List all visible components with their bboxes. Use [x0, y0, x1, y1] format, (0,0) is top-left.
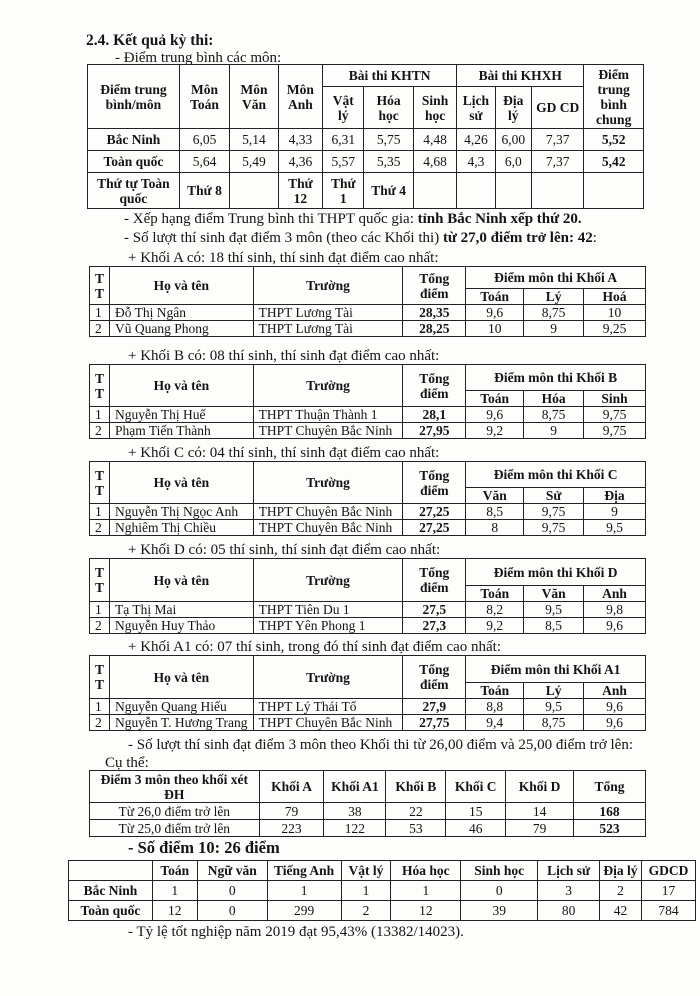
header-total: Tổng điểm — [403, 365, 466, 407]
header-subject: Anh — [584, 683, 646, 699]
cell-school: THPT Thuận Thành 1 — [253, 407, 403, 423]
cell-tt: 2 — [90, 618, 110, 634]
table-cell: 1 — [152, 881, 197, 901]
header-subject: Sinh — [584, 391, 646, 407]
header-scores: Điểm môn thi Khối B — [466, 365, 646, 391]
block-b-table — [89, 364, 646, 439]
header-total: Tổng điểm — [403, 462, 466, 504]
table-row — [90, 820, 646, 837]
cell-total: 27,25 — [403, 520, 466, 536]
header-subject: Lý — [524, 289, 584, 305]
table-cell: 223 — [259, 820, 324, 837]
table-cell: 4,33 — [278, 129, 322, 151]
header-subject: Lý — [524, 683, 584, 699]
ten-header: Sinh học — [461, 861, 538, 881]
range-header: Khối B — [386, 771, 446, 803]
table-cell — [413, 173, 456, 209]
table-cell: 5,49 — [230, 151, 278, 173]
table-cell: 46 — [446, 820, 506, 837]
cell-total: 27,95 — [403, 423, 466, 439]
table-cell: 784 — [641, 901, 695, 921]
cell-score: 9,6 — [584, 699, 646, 715]
row-label: Bắc Ninh — [69, 881, 153, 901]
avg-header-anh: Môn Anh — [278, 65, 322, 129]
cell-score: 8 — [466, 520, 524, 536]
avg-header-khtn: Bài thi KHTN — [323, 65, 457, 87]
average-score-table — [87, 64, 644, 209]
cell-total: 28,35 — [403, 305, 466, 321]
header-scores: Điểm môn thi Khối A1 — [466, 656, 646, 683]
cell-score: 8,75 — [524, 305, 584, 321]
cell-score: 8,2 — [466, 602, 524, 618]
table-cell: 7,37 — [531, 129, 583, 151]
table-cell: 5,64 — [179, 151, 229, 173]
table-cell: 39 — [461, 901, 538, 921]
cell-tt: 1 — [90, 407, 110, 423]
table-cell: 6,31 — [323, 129, 364, 151]
rank-value: tỉnh Bắc Ninh xếp thứ 20. — [417, 211, 582, 227]
avg-sub-header: Hóa học — [364, 87, 413, 129]
table-row — [90, 715, 646, 731]
table-cell: 0 — [197, 881, 267, 901]
cell-name: Tạ Thị Mai — [109, 602, 253, 618]
table-cell: 5,75 — [364, 129, 413, 151]
cell-total: 27,9 — [403, 699, 466, 715]
avg-header-khxh: Bài thi KHXH — [457, 65, 584, 87]
table-row — [88, 129, 644, 151]
header-total: Tổng điểm — [403, 656, 466, 699]
header-subject: Toán — [466, 391, 524, 407]
range-header: Khối D — [506, 771, 574, 803]
header-subject: Sử — [524, 488, 584, 504]
table-cell: 6,05 — [179, 129, 229, 151]
ten-score-table — [68, 860, 696, 921]
cell-school: THPT Chuyên Bắc Ninh — [253, 715, 403, 731]
ten-header: Ngữ văn — [197, 861, 267, 881]
cell-score: 9,6 — [584, 618, 646, 634]
row-label: Thứ tự Toàn quốc — [88, 173, 180, 209]
ten-header-empty — [69, 861, 153, 881]
cell-score: 9,75 — [584, 407, 646, 423]
ten-header: Lịch sử — [538, 861, 600, 881]
header-school: Trường — [253, 462, 403, 504]
table-cell: Thứ 4 — [364, 173, 413, 209]
header-subject: Toán — [466, 289, 524, 305]
table-cell: 4,36 — [278, 151, 322, 173]
table-cell — [584, 173, 644, 209]
cell-score: 8,75 — [524, 407, 584, 423]
table-cell: 523 — [574, 820, 646, 837]
cell-tt: 1 — [90, 699, 110, 715]
ten-header: GDCD — [641, 861, 695, 881]
table-cell: 122 — [324, 820, 386, 837]
row-label: Từ 26,0 điểm trở lên — [90, 803, 260, 820]
range-header-label: Điểm 3 môn theo khối xét ĐH — [90, 771, 260, 803]
cell-name: Nguyễn Quang Hiếu — [109, 699, 253, 715]
cell-tt: 2 — [90, 321, 110, 337]
header-school: Trường — [253, 559, 403, 602]
range-sub: Cụ thể: — [105, 755, 149, 771]
table-cell: 4,26 — [457, 129, 495, 151]
table-cell: 2 — [341, 901, 391, 921]
range-header: Khối A — [259, 771, 324, 803]
header-school: Trường — [253, 656, 403, 699]
avg-intro: - Điểm trung bình các môn: — [115, 50, 282, 66]
cell-score: 9,2 — [466, 618, 524, 634]
block-c-table — [89, 461, 646, 536]
table-row — [90, 618, 646, 634]
ten-header: Vật lý — [341, 861, 391, 881]
range-header: Tổng — [574, 771, 646, 803]
row-label: Từ 25,0 điểm trở lên — [90, 820, 260, 837]
avg-header-label: Điểm trung bình/môn — [88, 65, 180, 129]
table-row — [90, 699, 646, 715]
header-tt: T T — [90, 656, 110, 699]
avg-sub-header: Địa lý — [495, 87, 531, 129]
cell-score: 9,4 — [466, 715, 524, 731]
cell-school: THPT Yên Phong 1 — [253, 618, 403, 634]
table-cell: 14 — [506, 803, 574, 820]
ten-header: Toán — [152, 861, 197, 881]
header-name: Họ và tên — [109, 656, 253, 699]
table-cell: 4,48 — [413, 129, 456, 151]
table-cell: 4,68 — [413, 151, 456, 173]
table-cell: 0 — [197, 901, 267, 921]
table-row — [69, 901, 696, 921]
cell-name: Nguyễn T. Hương Trang — [109, 715, 253, 731]
table-cell: 79 — [259, 803, 324, 820]
avg-sub-header: GD CD — [531, 87, 583, 129]
block-a1-table — [89, 655, 646, 731]
block-d-table — [89, 558, 646, 634]
header-total: Tổng điểm — [403, 559, 466, 602]
cell-school: THPT Lý Thái Tổ — [253, 699, 403, 715]
avg-sub-header: Vật lý — [323, 87, 364, 129]
table-cell: Thứ 8 — [179, 173, 229, 209]
cell-school: THPT Chuyên Bắc Ninh — [253, 423, 403, 439]
table-cell — [457, 173, 495, 209]
header-scores: Điểm môn thi Khối A — [466, 267, 646, 289]
block-c-intro: + Khối C có: 04 thí sinh, thí sinh đạt điểm cao nhất: — [128, 445, 440, 461]
cell-score: 9 — [584, 504, 646, 520]
header-name: Họ và tên — [109, 267, 253, 305]
table-row — [90, 407, 646, 423]
cell-total: 27,3 — [403, 618, 466, 634]
cell-tt: 2 — [90, 520, 110, 536]
table-cell: 15 — [446, 803, 506, 820]
cell-score: 9,8 — [584, 602, 646, 618]
header-tt: T T — [90, 462, 110, 504]
count-suffix: : — [592, 230, 597, 246]
cell-score: 9,75 — [584, 423, 646, 439]
cell-score: 9,6 — [584, 715, 646, 731]
graduation-rate: - Tỷ lệ tốt nghiệp năm 2019 đạt 95,43% (13382/14023). — [128, 924, 464, 940]
cell-name: Nguyễn Thị Ngọc Anh — [109, 504, 253, 520]
cell-score: 9,6 — [466, 305, 524, 321]
cell-score: 9 — [524, 321, 584, 337]
cell-score: 9,5 — [524, 699, 584, 715]
cell-name: Đỗ Thị Ngân — [109, 305, 253, 321]
avg-sub-header: Lịch sử — [457, 87, 495, 129]
cell-tt: 2 — [90, 423, 110, 439]
cell-score: 9 — [524, 423, 584, 439]
cell-score: 9,6 — [466, 407, 524, 423]
table-cell: 2 — [600, 881, 642, 901]
table-cell: 1 — [391, 881, 461, 901]
table-cell: 6,00 — [495, 129, 531, 151]
header-tt: T T — [90, 267, 110, 305]
table-row — [90, 520, 646, 536]
header-name: Họ và tên — [109, 559, 253, 602]
cell-score: 9,2 — [466, 423, 524, 439]
table-cell: 22 — [386, 803, 446, 820]
table-cell: 5,14 — [230, 129, 278, 151]
cell-total: 28,25 — [403, 321, 466, 337]
table-cell: 38 — [324, 803, 386, 820]
row-label: Toàn quốc — [69, 901, 153, 921]
cell-score: 8,75 — [524, 715, 584, 731]
cell-school: THPT Lương Tài — [253, 321, 403, 337]
table-cell: 42 — [600, 901, 642, 921]
block-d-intro: + Khối D có: 05 thí sinh, thí sinh đạt điểm cao nhất: — [128, 542, 441, 558]
table-row — [90, 321, 646, 337]
header-subject: Toán — [466, 683, 524, 699]
cell-score: 9,75 — [524, 520, 584, 536]
cell-score: 9,5 — [524, 602, 584, 618]
table-cell: 299 — [267, 901, 341, 921]
cell-score: 9,5 — [584, 520, 646, 536]
table-row — [88, 173, 644, 209]
block-a-intro: + Khối A có: 18 thí sinh, thí sinh đạt điểm cao nhất: — [128, 250, 439, 266]
table-cell: 4,3 — [457, 151, 495, 173]
cell-school: THPT Tiên Du 1 — [253, 602, 403, 618]
table-cell: 53 — [386, 820, 446, 837]
header-subject: Hóa — [524, 391, 584, 407]
cell-name: Nguyễn Huy Thảo — [109, 618, 253, 634]
table-cell: 5,52 — [584, 129, 644, 151]
ten-heading: - Số điểm 10: 26 điểm — [128, 838, 280, 857]
ten-header: Hóa học — [391, 861, 461, 881]
cell-score: 8,8 — [466, 699, 524, 715]
cell-score: 9,25 — [584, 321, 646, 337]
row-label: Toàn quốc — [88, 151, 180, 173]
count-line — [124, 229, 597, 247]
count-value: từ 27,0 điểm trở lên: 42 — [442, 230, 593, 246]
cell-name: Vũ Quang Phong — [109, 321, 253, 337]
rank-line — [124, 210, 582, 228]
avg-header-chung: Điểm trung bình chung — [584, 65, 644, 129]
cell-school: THPT Lương Tài — [253, 305, 403, 321]
cell-tt: 1 — [90, 504, 110, 520]
cell-score: 9,75 — [524, 504, 584, 520]
ten-header: Tiếng Anh — [267, 861, 341, 881]
cell-score: 10 — [466, 321, 524, 337]
header-subject: Hoá — [584, 289, 646, 305]
header-school: Trường — [253, 267, 403, 305]
table-cell: 5,42 — [584, 151, 644, 173]
table-row — [90, 602, 646, 618]
header-total: Tổng điểm — [403, 267, 466, 305]
header-scores: Điểm môn thi Khối C — [466, 462, 646, 488]
header-school: Trường — [253, 365, 403, 407]
cell-total: 28,1 — [403, 407, 466, 423]
avg-sub-header: Sinh học — [413, 87, 456, 129]
cell-tt: 1 — [90, 602, 110, 618]
cell-tt: 1 — [90, 305, 110, 321]
table-cell: 80 — [538, 901, 600, 921]
header-tt: T T — [90, 559, 110, 602]
table-row — [69, 881, 696, 901]
header-subject: Địa — [584, 488, 646, 504]
table-cell: 3 — [538, 881, 600, 901]
cell-total: 27,25 — [403, 504, 466, 520]
header-scores: Điểm môn thi Khối D — [466, 559, 646, 586]
table-cell: 6,0 — [495, 151, 531, 173]
avg-header-toan: Môn Toán — [179, 65, 229, 129]
table-cell: 12 — [391, 901, 461, 921]
ten-header: Địa lý — [600, 861, 642, 881]
cell-score: 8,5 — [524, 618, 584, 634]
table-cell: 79 — [506, 820, 574, 837]
table-row — [90, 423, 646, 439]
avg-header-van: Môn Văn — [230, 65, 278, 129]
table-cell — [495, 173, 531, 209]
header-subject: Anh — [584, 586, 646, 602]
range-header: Khối C — [446, 771, 506, 803]
table-cell: 7,37 — [531, 151, 583, 173]
count-prefix: - Số lượt thí sinh đạt điểm 3 môn (theo các Khối thi) — [124, 230, 443, 246]
table-row — [88, 151, 644, 173]
header-subject: Văn — [524, 586, 584, 602]
row-label: Bắc Ninh — [88, 129, 180, 151]
table-cell: 17 — [641, 881, 695, 901]
table-cell: Thứ 12 — [278, 173, 322, 209]
range-intro: - Số lượt thí sinh đạt điểm 3 môn theo Khối thi từ 26,00 điểm và 25,00 điểm trở lên: — [128, 737, 633, 753]
table-cell: 168 — [574, 803, 646, 820]
table-cell — [230, 173, 278, 209]
header-subject: Toán — [466, 586, 524, 602]
table-cell: 5,57 — [323, 151, 364, 173]
cell-total: 27,75 — [403, 715, 466, 731]
cell-tt: 2 — [90, 715, 110, 731]
table-cell: 1 — [267, 881, 341, 901]
table-row — [90, 305, 646, 321]
header-tt: T T — [90, 365, 110, 407]
table-cell — [531, 173, 583, 209]
cell-name: Phạm Tiến Thành — [109, 423, 253, 439]
cell-name: Nghiêm Thị Chiều — [109, 520, 253, 536]
block-a1-intro: + Khối A1 có: 07 thí sinh, trong đó thí sinh đạt điểm cao nhất: — [128, 639, 502, 655]
table-cell: 5,35 — [364, 151, 413, 173]
block-a-table — [89, 266, 646, 337]
table-cell: Thứ 1 — [323, 173, 364, 209]
header-name: Họ và tên — [109, 462, 253, 504]
block-b-intro: + Khối B có: 08 thí sinh, thí sinh đạt điểm cao nhất: — [128, 348, 440, 364]
header-name: Họ và tên — [109, 365, 253, 407]
table-cell: 0 — [461, 881, 538, 901]
cell-score: 8,5 — [466, 504, 524, 520]
header-subject: Văn — [466, 488, 524, 504]
table-cell: 1 — [341, 881, 391, 901]
cell-school: THPT Chuyên Bắc Ninh — [253, 520, 403, 536]
range-table — [89, 770, 646, 837]
cell-total: 27,5 — [403, 602, 466, 618]
table-cell: 12 — [152, 901, 197, 921]
rank-prefix: - Xếp hạng điểm Trung bình thi THPT quốc gia: — [124, 211, 418, 227]
cell-school: THPT Chuyên Bắc Ninh — [253, 504, 403, 520]
section-heading: 2.4. Kết quả kỳ thi: — [86, 32, 214, 49]
cell-score: 10 — [584, 305, 646, 321]
table-row — [90, 504, 646, 520]
cell-name: Nguyễn Thị Huế — [109, 407, 253, 423]
table-row — [90, 803, 646, 820]
range-header: Khối A1 — [324, 771, 386, 803]
